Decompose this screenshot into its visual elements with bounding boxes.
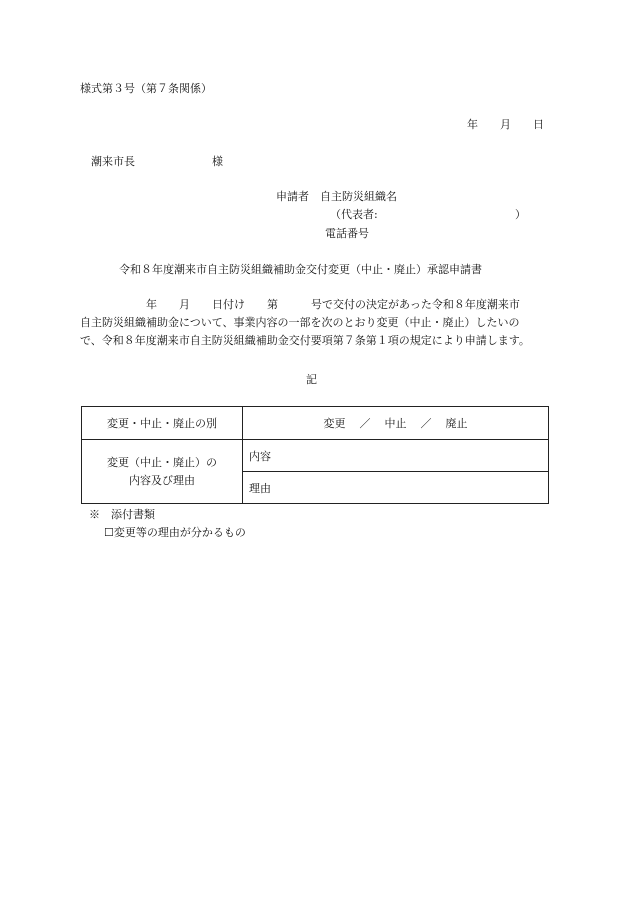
option-abolish[interactable]: 廃止 [445, 417, 468, 430]
document-title: 令和８年度潮来市自主防災組織補助金交付変更（中止・廃止）承認申請書 [119, 263, 482, 276]
option-suspend[interactable]: 中止 [384, 417, 407, 430]
content-reason-label-line2: 内容及び理由 [129, 473, 195, 487]
body-paragraph [80, 296, 552, 350]
content-field[interactable] [243, 440, 549, 472]
attachments-heading: ※ 添付書類 [89, 508, 155, 521]
change-type-options [243, 407, 549, 440]
content-reason-label [82, 440, 243, 504]
ki-heading: 記 [306, 373, 317, 386]
reason-field[interactable] [243, 472, 549, 504]
applicant-org-label: 申請者 自主防災組織名 [276, 190, 397, 203]
addressee: 潮来市長 様 [91, 155, 223, 168]
content-reason-label-line1: 変更（中止・廃止）の [107, 455, 217, 469]
form-number: 様式第３号（第７条関係） [80, 82, 212, 95]
date-line: 年 月 日 [467, 118, 544, 131]
content-label: 内容 [249, 449, 271, 463]
representative-close: ） [515, 208, 526, 221]
change-type-label: 変更・中止・廃止の別 [82, 407, 243, 440]
body-line-3: で、令和８年度潮来市自主防災組織補助金交付要項第７条第１項の規定により申請します。 [80, 334, 530, 347]
body-line-1: 年 月 日付け 第 号で交付の決定があった令和８年度潮来市 [80, 298, 520, 311]
reason-label: 理由 [249, 481, 271, 495]
attachment-item: ☐変更等の理由が分かるもの [104, 526, 246, 539]
body-line-2: 自主防災組織補助金について、事業内容の一部を次のとおり変更（中止・廃止）したいの [80, 316, 520, 329]
option-change[interactable]: 変更 [323, 417, 346, 430]
representative-label: （代表者: [330, 208, 378, 221]
phone-label: 電話番号 [325, 227, 369, 240]
separator: ／ [420, 417, 432, 430]
separator: ／ [359, 417, 371, 430]
change-form-table [81, 406, 549, 504]
